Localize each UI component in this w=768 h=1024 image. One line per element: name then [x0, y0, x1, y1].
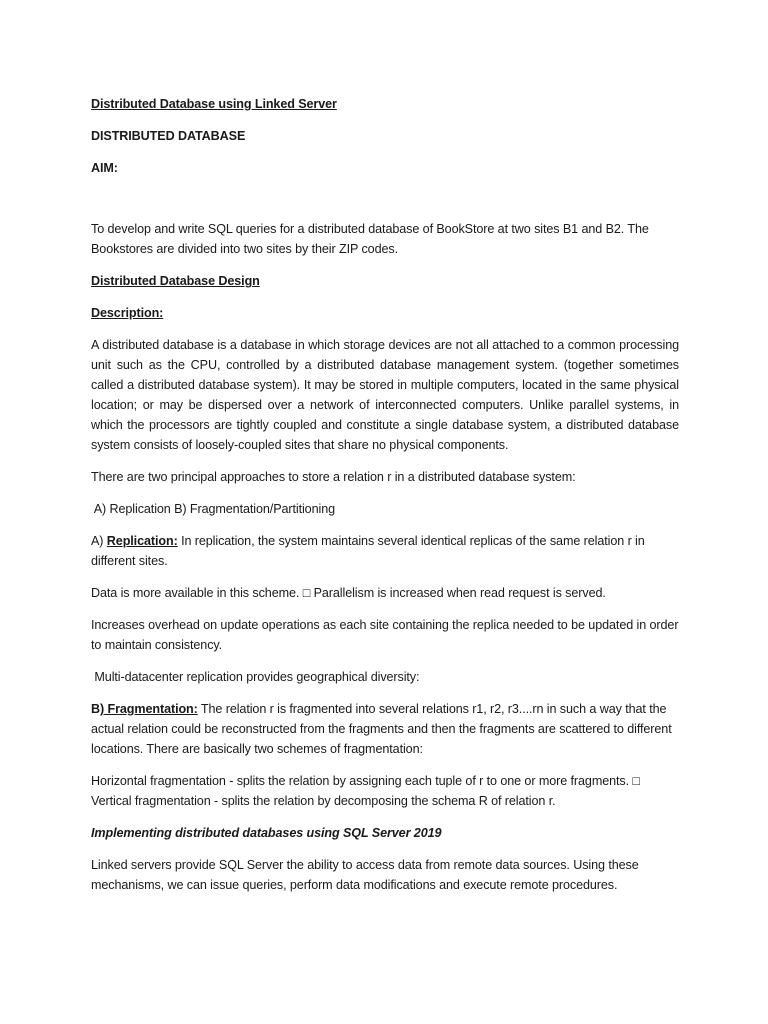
fragmentation-label: ) Fragmentation:	[100, 702, 198, 716]
document-title: Distributed Database using Linked Server	[91, 97, 337, 111]
fragmentation-prefix: B	[91, 702, 100, 716]
design-heading: Distributed Database Design	[91, 274, 260, 288]
replication-paragraph	[91, 531, 679, 571]
approaches-paragraph: There are two principal approaches to store a relation r in a distributed database system:	[91, 470, 576, 484]
replication-label: Replication:	[106, 534, 178, 548]
overhead-paragraph: Increases overhead on update operations as each site containing the replica needed to be updated in order to maintain consistency.	[91, 618, 679, 652]
approaches-list: A) Replication B) Fragmentation/Partitioning	[91, 502, 335, 516]
multidatacenter-paragraph: Multi-datacenter replication provides geographical diversity:	[91, 670, 420, 684]
availability-paragraph: Data is more available in this scheme. □ Parallelism is increased when read request is served.	[91, 586, 606, 600]
replication-prefix: A)	[91, 534, 107, 548]
implementing-heading: Implementing distributed databases using SQL Server 2019	[91, 826, 442, 840]
description-label: Description:	[91, 306, 164, 320]
linked-servers-paragraph: Linked servers provide SQL Server the ability to access data from remote data sources. Using these mechanisms, we can issue queries, perform data modifications and execute remote procedures.	[91, 858, 639, 892]
aim-label: AIM:	[91, 161, 118, 175]
horizontal-fragmentation-text: Horizontal fragmentation - splits the relation by assigning each tuple of r to one or more fragments. □	[91, 774, 640, 788]
fragmentation-paragraph	[91, 699, 679, 759]
replication-text: In replication, the system maintains several identical replicas of the same relation r in different sites.	[91, 534, 645, 568]
description-paragraph: A distributed database is a database in which storage devices are not all attached to a common processing unit such as the CPU, controlled by a distributed database management system. (together sometimes called a distributed database system). It may be stored in multiple computers, located in the same physical location; or may be dispersed over a network of interconnected computers. Unlike parallel systems, in which the processors are tightly coupled and constitute a single database system, a distributed database system consists of loosely-coupled sites that share no physical components.	[91, 338, 679, 452]
section-heading: DISTRIBUTED DATABASE	[91, 129, 246, 143]
fragmentation-text: The relation r is fragmented into several relations r1, r2, r3....rn in such a way that the actual relation could be reconstructed from the fragments and then the fragments are scattered to different locations. There are basically two schemes of fragmentation:	[91, 702, 672, 756]
fragmentation-schemes	[91, 771, 679, 811]
aim-paragraph: To develop and write SQL queries for a distributed database of BookStore at two sites B1 and B2. The Bookstores are divided into two sites by their ZIP codes.	[91, 222, 649, 256]
vertical-fragmentation-text: Vertical fragmentation - splits the relation by decomposing the schema R of relation r.	[91, 794, 556, 808]
document-body	[91, 94, 679, 895]
